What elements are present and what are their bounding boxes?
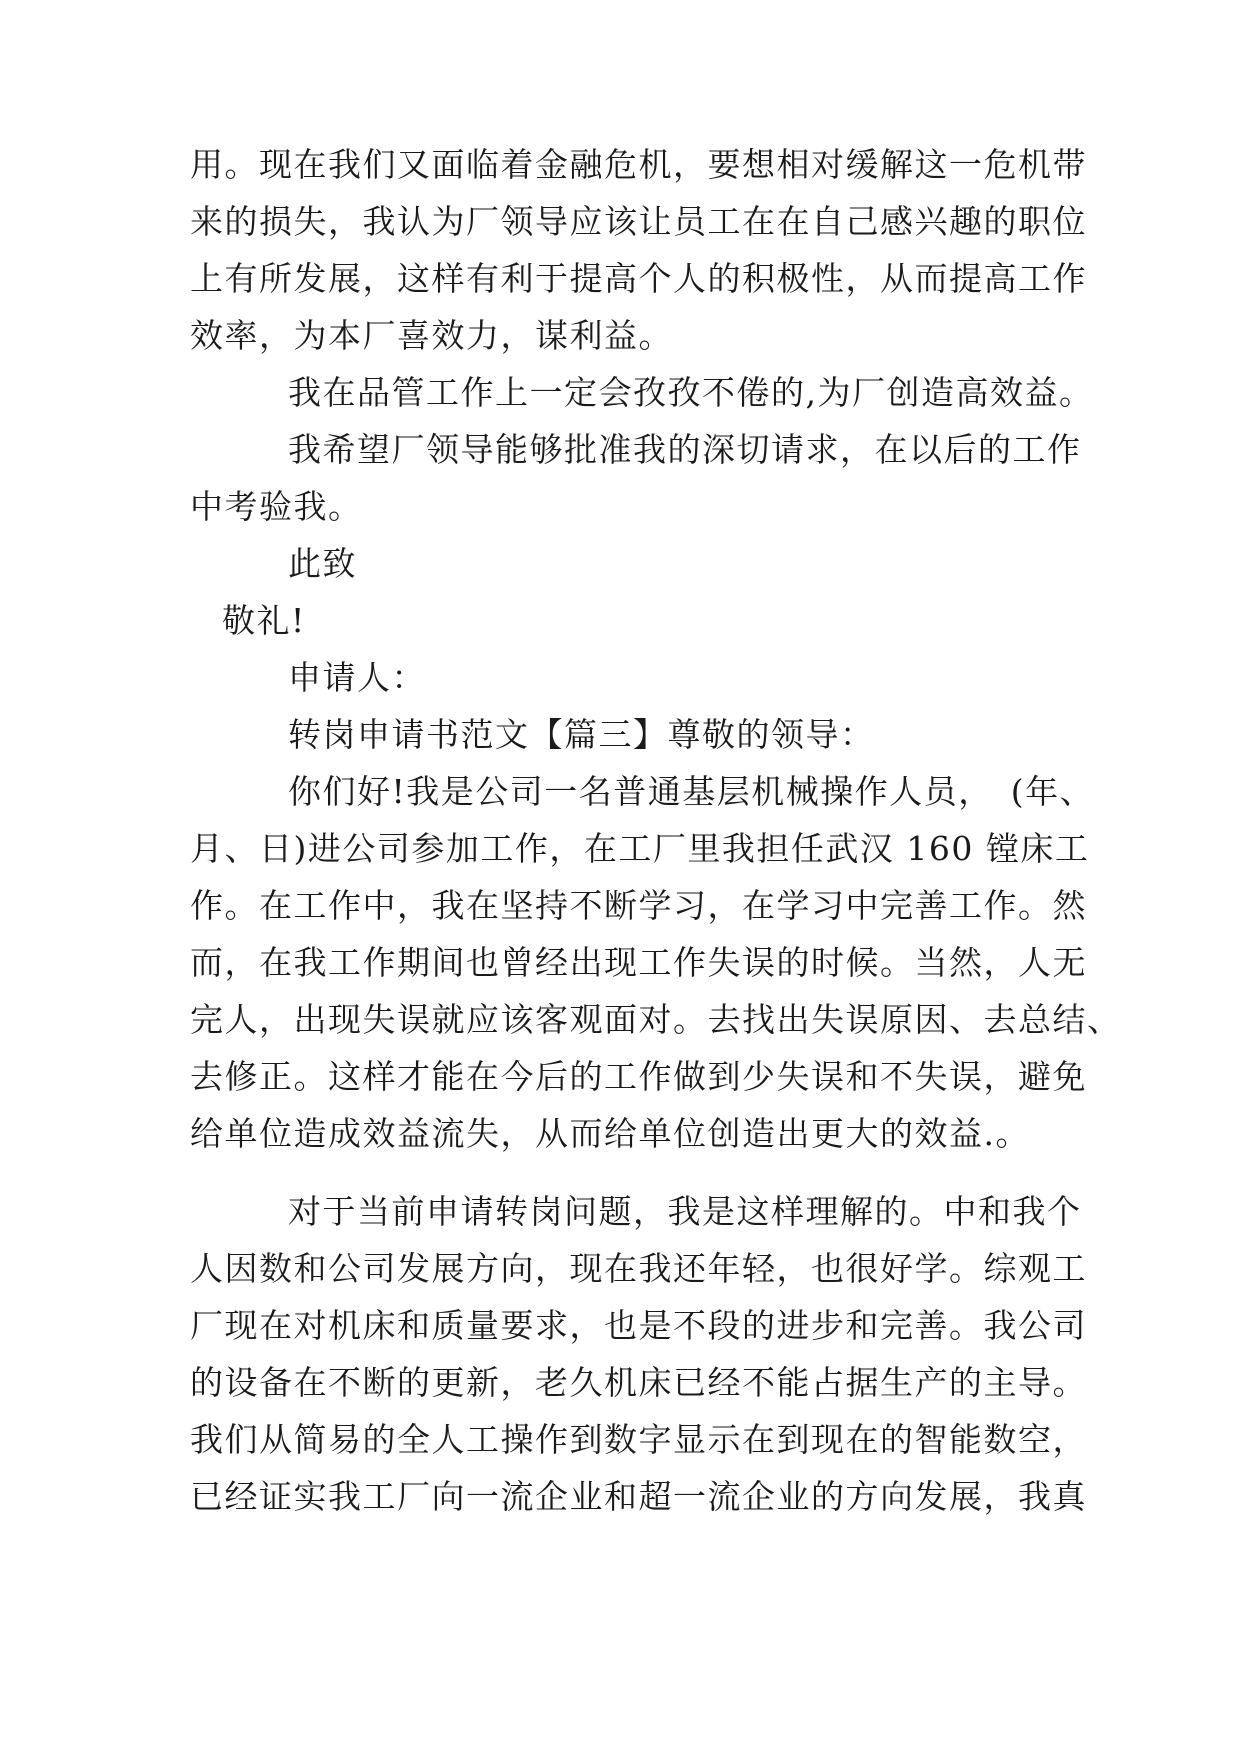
text-line: 已经证实我工厂向一流企业和超一流企业的方向发展，我真 xyxy=(190,1477,1087,1516)
closing-line: 此致 xyxy=(288,544,357,583)
text-line: 的设备在不断的更新，老久机床已经不能占据生产的主导。 xyxy=(190,1363,1087,1402)
paragraph-first-line: 我希望厂领导能够批准我的深切请求，在以后的工作 xyxy=(288,430,1082,469)
text-line: 完人，出现失误就应该客观面对。去找出失误原因、去总结、 xyxy=(190,1000,1122,1039)
paragraph-first-line: 你们好!我是公司一名普通基层机械操作人员， (年、 xyxy=(288,772,1095,811)
text-line: 给单位造成效益流失，从而给单位创造出更大的效益.。 xyxy=(190,1114,1030,1153)
text-line: 作。在工作中，我在坚持不断学习，在学习中完善工作。然 xyxy=(190,886,1087,925)
text-line: 来的损失，我认为厂领导应该让员工在在自己感兴趣的职位 xyxy=(190,202,1087,241)
document-page xyxy=(190,0,1122,1754)
text-line: 用。现在我们又面临着金融危机，要想相对缓解这一危机带 xyxy=(190,145,1087,184)
text-line: 上有所发展，这样有利于提高个人的积极性，从而提高工作 xyxy=(190,259,1087,298)
text-line: 人因数和公司发展方向，现在我还年轻，也很好学。综观工 xyxy=(190,1249,1087,1288)
text-line: 去修正。这样才能在今后的工作做到少失误和不失误，避免 xyxy=(190,1057,1087,1096)
salutation-line: 敬礼! xyxy=(222,601,306,640)
text-line: 效率，为本厂喜效力，谋利益。 xyxy=(190,316,673,355)
paragraph-first-line: 我在品管工作上一定会孜孜不倦的,为厂创造高效益。 xyxy=(288,373,1094,412)
text-line: 月、日)进公司参加工作，在工厂里我担任武汉 160 镗床工 xyxy=(190,829,1090,868)
applicant-label: 申请人： xyxy=(288,658,426,697)
text-line: 而，在我工作期间也曾经出现工作失误的时候。当然，人无 xyxy=(190,943,1087,982)
text-line: 厂现在对机床和质量要求，也是不段的进步和完善。我公司 xyxy=(190,1306,1087,1345)
paragraph-first-line: 对于当前申请转岗问题，我是这样理解的。中和我个 xyxy=(288,1192,1082,1231)
text-line: 中考验我。 xyxy=(190,487,363,526)
section-heading: 转岗申请书范文【篇三】尊敬的领导： xyxy=(288,715,875,754)
text-line: 我们从简易的全人工操作到数字显示在到现在的智能数空， xyxy=(190,1420,1087,1459)
